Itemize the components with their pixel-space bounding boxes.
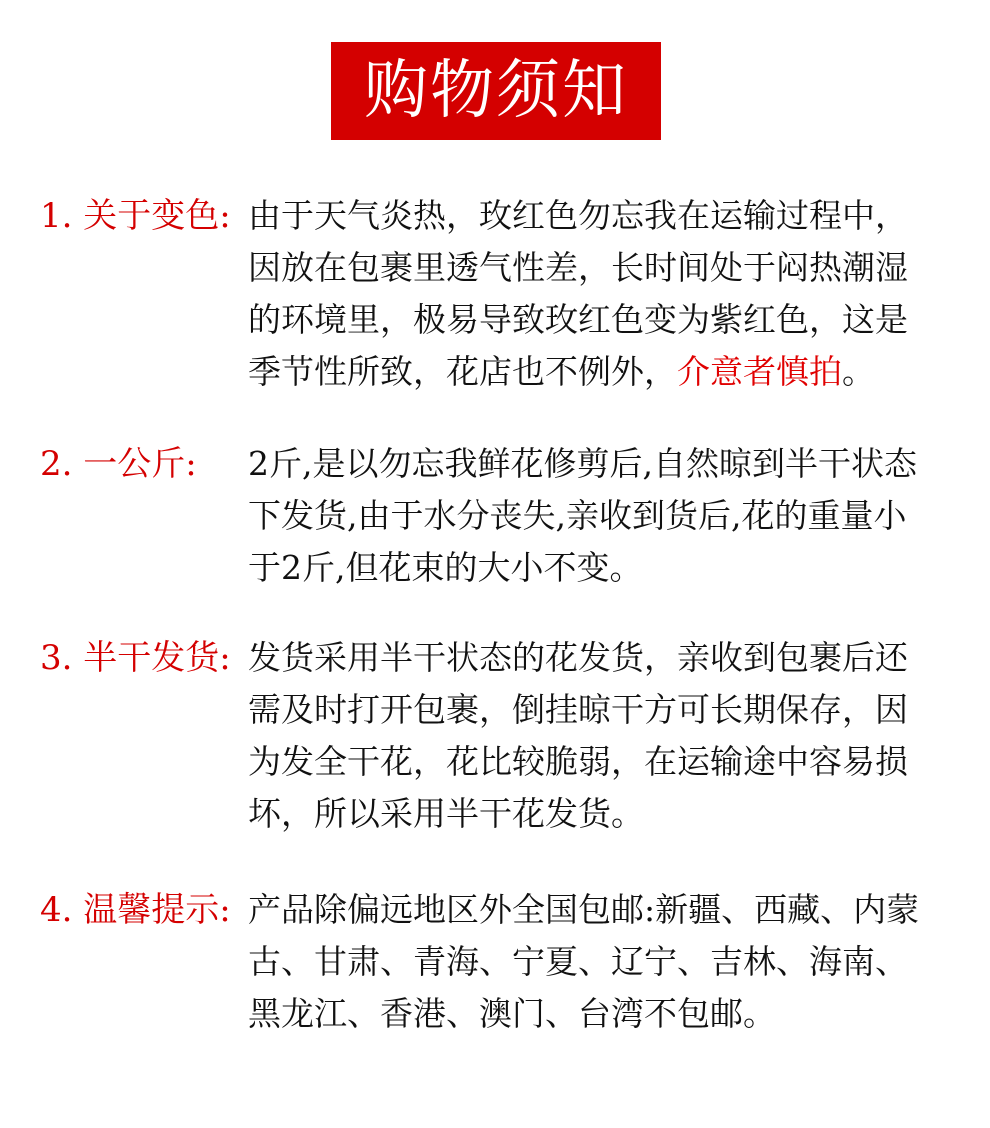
notice-line-suffix: 。 (842, 352, 875, 391)
notice-line: 下发货,由于水分丧失,亲收到货后,花的重量小 (248, 496, 907, 535)
notice-line: 黑龙江、香港、澳门、台湾不包邮。 (248, 994, 776, 1033)
notice-body (248, 632, 963, 840)
notice-line-last (248, 346, 963, 398)
notice-label: 1. 关于变色: (40, 196, 231, 236)
notice-line: 坏，所以采用半干花发货。 (248, 794, 644, 833)
notice-line: 的环境里，极易导致玫红色变为紫红色，这是 (248, 300, 908, 339)
notice-line: 于2斤,但花束的大小不变。 (248, 548, 643, 587)
notice-line: 发货采用半干状态的花发货，亲收到包裹后还 (248, 638, 908, 677)
notice-line: 因放在包裹里透气性差，长时间处于闷热潮湿 (248, 248, 908, 287)
notice-label: 4. 温馨提示: (40, 890, 231, 930)
notice-label: 3. 半干发货: (40, 638, 231, 678)
notice-line: 需及时打开包裹，倒挂晾干方可长期保存，因 (248, 690, 908, 729)
notice-body (248, 190, 963, 398)
warning-highlight: 介意者慎拍 (677, 352, 842, 391)
notice-line: 古、甘肃、青海、宁夏、辽宁、吉林、海南、 (248, 942, 908, 981)
notice-line: 为发全干花，花比较脆弱，在运输途中容易损 (248, 742, 908, 781)
notice-line: 2斤,是以勿忘我鲜花修剪后,自然晾到半干状态 (248, 444, 917, 483)
notice-line-text: 季节性所致，花店也不例外， (248, 352, 677, 391)
page-title-banner (331, 42, 661, 140)
notice-line: 由于天气炎热，玫红色勿忘我在运输过程中， (248, 196, 908, 235)
notice-line: 产品除偏远地区外全国包邮:新疆、西藏、内蒙 (248, 890, 920, 929)
notice-body (248, 884, 963, 1040)
page-title: 购物须知 (364, 54, 628, 128)
notice-label: 2. 一公斤: (40, 444, 197, 484)
notice-body (248, 438, 963, 594)
